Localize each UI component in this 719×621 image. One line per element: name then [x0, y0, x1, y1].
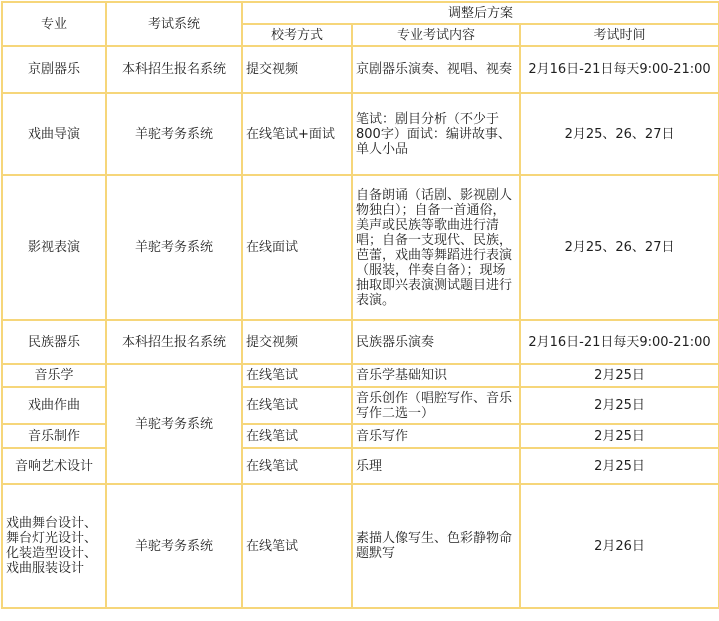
cell-time: 2月25日 [520, 387, 719, 424]
cell-time: 2月25、26、27日 [520, 175, 719, 320]
header-time: 考试时间 [520, 24, 719, 46]
cell-content: 素描人像写生、色彩静物命题默写 [352, 484, 520, 608]
header-system: 考试系统 [106, 2, 242, 46]
cell-content: 音乐创作（唱腔写作、音乐写作二选一） [352, 387, 520, 424]
header-major: 专业 [2, 2, 106, 46]
table-row [2, 364, 719, 387]
cell-major: 戏曲导演 [2, 93, 106, 175]
cell-method: 在线笔试+面试 [242, 93, 352, 175]
header-content: 专业考试内容 [352, 24, 520, 46]
cell-time: 2月25日 [520, 424, 719, 448]
cell-system: 羊驼考务系统 [106, 484, 242, 608]
table-row [2, 46, 719, 93]
cell-major: 戏曲舞台设计、舞台灯光设计、化装造型设计、戏曲服装设计 [2, 484, 106, 608]
table-row [2, 175, 719, 320]
table-row [2, 484, 719, 608]
cell-system: 羊驼考务系统 [106, 93, 242, 175]
cell-major: 音乐制作 [2, 424, 106, 448]
cell-method: 在线面试 [242, 175, 352, 320]
cell-time: 2月26日 [520, 484, 719, 608]
cell-content: 乐理 [352, 448, 520, 484]
cell-method: 在线笔试 [242, 387, 352, 424]
cell-major: 民族器乐 [2, 320, 106, 364]
exam-schedule-table [1, 1, 719, 609]
cell-content: 京剧器乐演奏、视唱、视奏 [352, 46, 520, 93]
cell-content: 自备朗诵（话剧、影视剧人物独白）；自备一首通俗，美声或民族等歌曲进行清唱；自备一支现代、民族，芭蕾，戏曲等舞蹈进行表演（服装，伴奏自备）；现场抽取即兴表演测试题目进行表演。 [352, 175, 520, 320]
cell-content: 音乐写作 [352, 424, 520, 448]
cell-method: 在线笔试 [242, 448, 352, 484]
cell-content: 笔试：剧目分析（不少于800字）面试：编讲故事、单人小品 [352, 93, 520, 175]
cell-time: 2月16日-21日每天9:00-21:00 [520, 46, 719, 93]
header-plan: 调整后方案 [242, 2, 719, 24]
cell-method: 提交视频 [242, 46, 352, 93]
cell-major: 影视表演 [2, 175, 106, 320]
cell-content: 民族器乐演奏 [352, 320, 520, 364]
header-method: 校考方式 [242, 24, 352, 46]
cell-system: 本科招生报名系统 [106, 46, 242, 93]
cell-system-merged: 羊驼考务系统 [106, 364, 242, 484]
cell-time: 2月16日-21日每天9:00-21:00 [520, 320, 719, 364]
cell-method: 在线笔试 [242, 484, 352, 608]
cell-major: 戏曲作曲 [2, 387, 106, 424]
cell-major: 音乐学 [2, 364, 106, 387]
header-row-top [2, 2, 719, 24]
table-row [2, 93, 719, 175]
cell-time: 2月25日 [520, 448, 719, 484]
cell-method: 在线笔试 [242, 364, 352, 387]
cell-time: 2月25日 [520, 364, 719, 387]
cell-content: 音乐学基础知识 [352, 364, 520, 387]
cell-system: 本科招生报名系统 [106, 320, 242, 364]
cell-method: 在线笔试 [242, 424, 352, 448]
cell-time: 2月25、26、27日 [520, 93, 719, 175]
cell-method: 提交视频 [242, 320, 352, 364]
table-row [2, 320, 719, 364]
cell-major: 京剧器乐 [2, 46, 106, 93]
cell-major: 音响艺术设计 [2, 448, 106, 484]
cell-system: 羊驼考务系统 [106, 175, 242, 320]
